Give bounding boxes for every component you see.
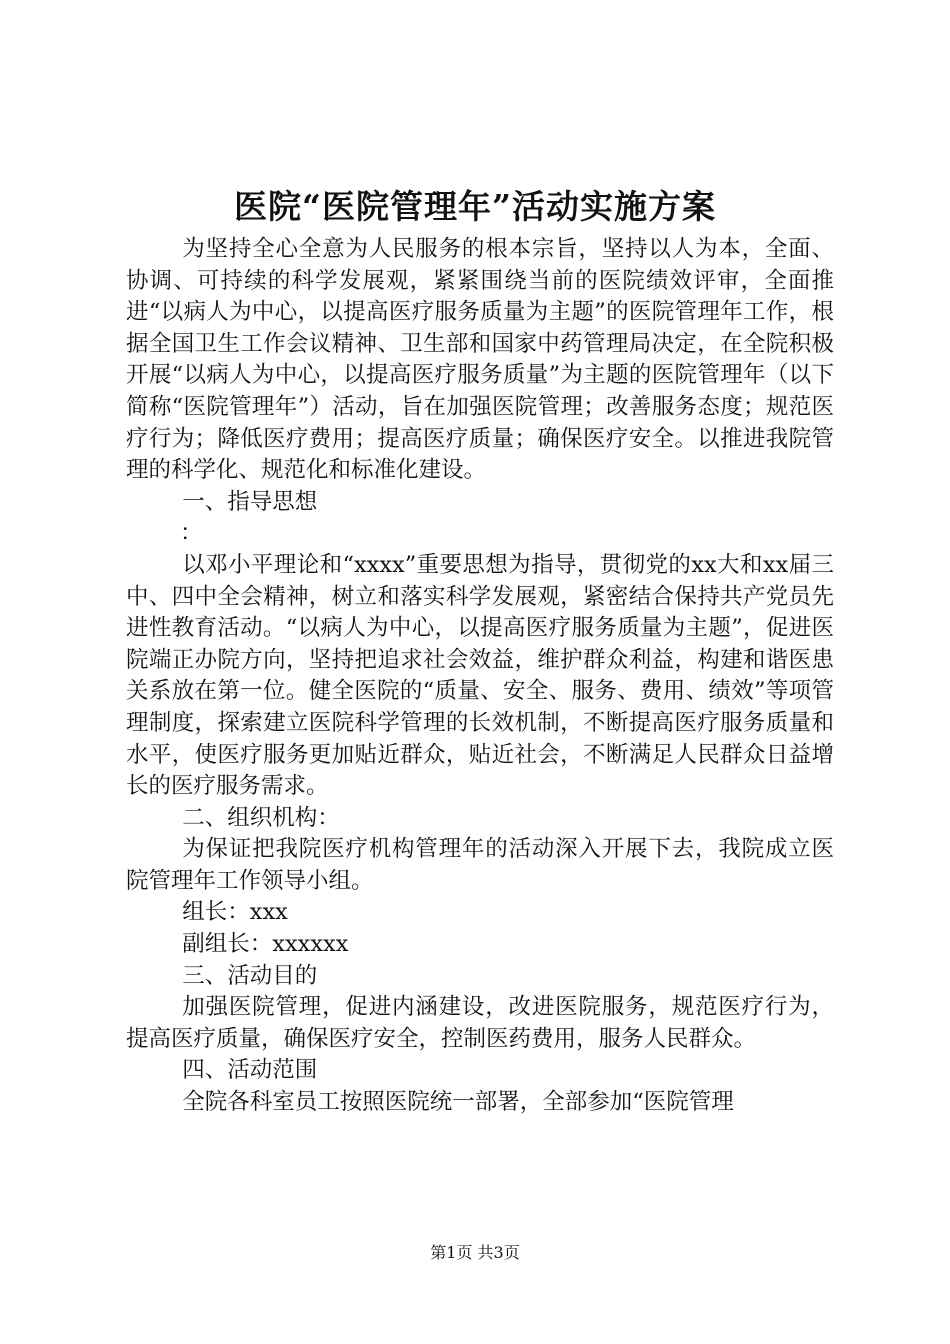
section-heading-scope: 四、活动范围 — [182, 1057, 318, 1084]
scope-paragraph: 全院各科室员工按照医院统一部署，全部参加“医院管理 — [182, 1089, 734, 1116]
document-title: 医院“医院管理年”活动实施方案 — [234, 187, 716, 226]
guiding-thought-paragraph: 以邓小平理论和“xxxx”重要思想为指导，贯彻党的xx大和xx届三中、四中全会精神，树立和落实科学发展观，紧密结合保持共产党员先进性教育活动。“以病人为中心，以提高医疗服务质量为主题”，促进医院端正办院方向，坚持把追求社会效益，维护群众利益，构建和谐医患关系放在第一位。健全医院的“质量、安全、服务、费用、绩效”等项管理制度，探索建立医院科学管理的长效机制，不断提高医疗服务质量和水平，使医疗服务更加贴近群众，贴近社会，不断满足人民群众日益增长的医疗服务需求。 — [126, 551, 834, 800]
deputy-leader-line: 副组长：xxxxxx — [182, 931, 349, 958]
section-heading-purpose: 三、活动目的 — [182, 962, 318, 989]
page-number-footer: 第1页 共3页 — [430, 1243, 520, 1262]
document-body — [126, 234, 834, 1119]
stray-colon: ： — [180, 520, 203, 547]
purpose-paragraph: 加强医院管理，促进内涵建设，改进医院服务，规范医疗行为，提高医疗质量，确保医疗安全，控制医药费用，服务人民群众。 — [126, 994, 834, 1052]
section-heading-guiding-thought: 一、指导思想 — [182, 488, 318, 515]
team-leader-line: 组长：xxx — [182, 899, 288, 926]
intro-paragraph: 为坚持全心全意为人民服务的根本宗旨，坚持以人为本，全面、协调、可持续的科学发展观，紧紧围绕当前的医院绩效评审，全面推进“以病人为中心，以提高医疗服务质量为主题”的医院管理年工作，根据全国卫生工作会议精神、卫生部和国家中药管理局决定，在全院积极开展“以病人为中心，以提高医疗服务质量”为主题的医院管理年（以下简称“医院管理年”）活动，旨在加强医院管理；改善服务态度；规范医疗行为；降低医疗费用；提高医疗质量；确保医疗安全。以推进我院管理的科学化、规范化和标准化建设。 — [126, 236, 834, 484]
organization-paragraph: 为保证把我院医疗机构管理年的活动深入开展下去，我院成立医院管理年工作领导小组。 — [126, 836, 834, 894]
section-heading-organization: 二、组织机构： — [182, 804, 340, 831]
